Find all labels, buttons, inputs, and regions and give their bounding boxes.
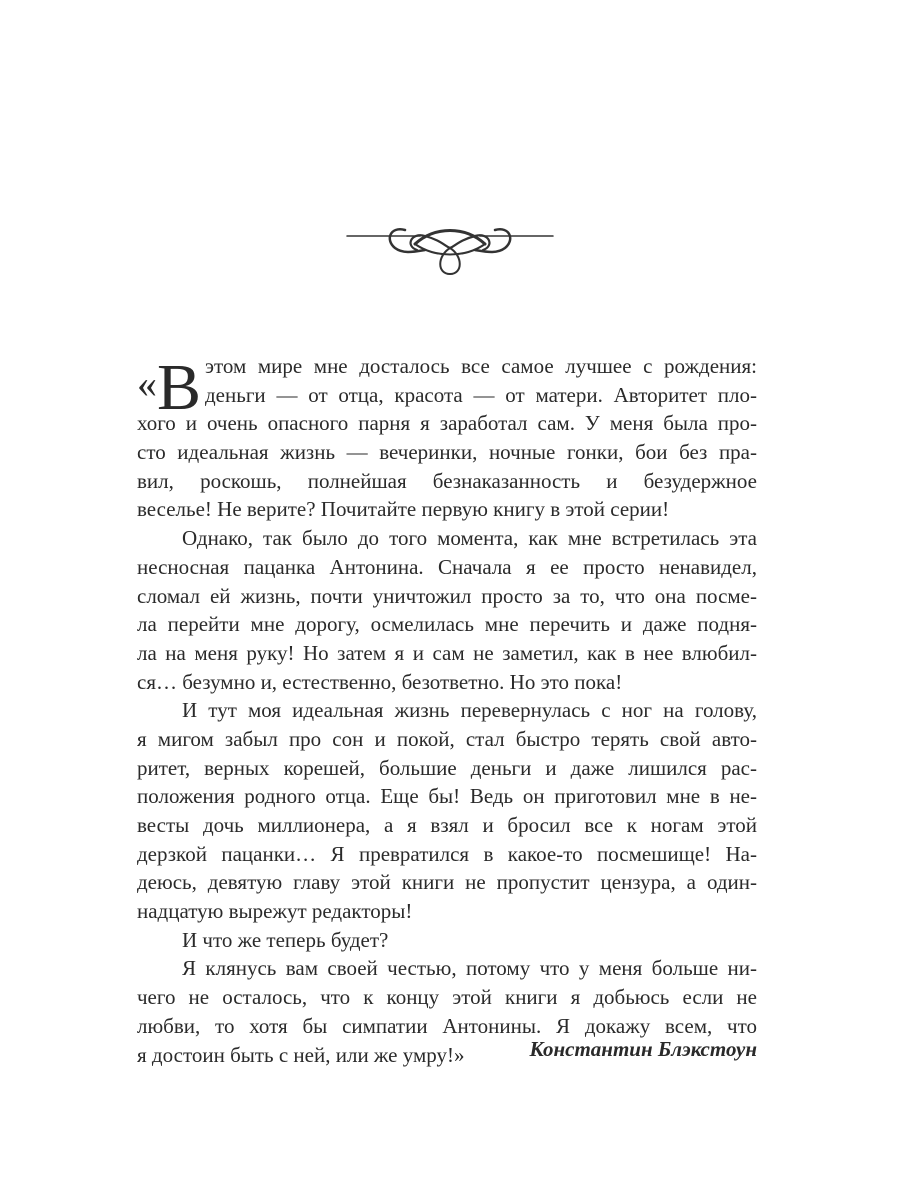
text-line: чего не осталось, что к концу этой книги я добьюсь если не bbox=[137, 985, 757, 1010]
text-line: дерзкой пацанки… Я превратился в какое-то посмешище! На- bbox=[137, 841, 757, 866]
text-line: деюсь, девятую главу этой книги не пропустит цензура, а один- bbox=[137, 870, 757, 895]
text-line: ритет, верных корешей, большие деньги и даже лишился рас- bbox=[137, 755, 757, 780]
drop-cap-letter: В bbox=[157, 351, 202, 424]
text-line: деньги — от отца, красота — от матери. Авторитет пло- bbox=[205, 382, 757, 407]
text-line: этом мире мне досталось все самое лучшее с рождения: bbox=[205, 354, 757, 378]
text-line: несносная пацанка Антонина. Сначала я ее просто ненавидел, bbox=[137, 554, 757, 579]
text-line: И что же теперь будет? bbox=[182, 927, 389, 952]
text-line: Я клянусь вам своей честью, потому что у меня больше ни- bbox=[182, 956, 757, 981]
text-line: ла на меня руку! Но затем я и сам не заметил, как в нее влюбил- bbox=[137, 640, 757, 665]
text-line: я мигом забыл про сон и покой, стал быстро терять свой авто- bbox=[137, 726, 757, 751]
text-line: ся… безумно и, естественно, безответно. Но это пока! bbox=[137, 669, 623, 694]
text-line: весты дочь миллионера, а я взял и бросил все к ногам этой bbox=[137, 813, 757, 837]
paragraph bbox=[137, 696, 757, 926]
flourish-ornament-icon bbox=[345, 222, 555, 282]
text-line: вил, роскошь, полнейшая безнаказанность и безудержное bbox=[137, 468, 757, 493]
opening-quote: « bbox=[137, 361, 157, 406]
text-line: сломал ей жизнь, почти уничтожил просто за то, что она посме- bbox=[137, 583, 757, 608]
paragraph bbox=[137, 926, 757, 955]
text-line: хого и очень опасного парня я заработал сам. У меня была про- bbox=[137, 411, 757, 436]
text-line: положения родного отца. Еще бы! Ведь он приготовил мне в не- bbox=[137, 784, 757, 809]
text-line: надцатую вырежут редакторы! bbox=[137, 899, 413, 924]
text-line: И тут моя идеальная жизнь перевернулась с ног на голову, bbox=[182, 698, 757, 723]
author-signature: Константин Блэкстоун bbox=[529, 1037, 757, 1061]
text-line: сто идеальная жизнь — вечеринки, ночные гонки, бои без пра- bbox=[137, 440, 757, 465]
text-line: веселье! Не верите? Почитайте первую книгу в этой серии! bbox=[137, 497, 670, 522]
drop-cap bbox=[137, 351, 202, 424]
text-line: Однако, так было до того момента, как мне встретилась эта bbox=[182, 526, 757, 551]
text-line: я достоин быть с ней, или же умру!» bbox=[137, 1042, 465, 1067]
text-line: любви, то хотя бы симпатии Антонины. Я докажу всем, что bbox=[137, 1013, 757, 1038]
text-line: ла перейти мне дорогу, осмелилась мне перечить и даже подня- bbox=[137, 612, 757, 637]
main-text bbox=[137, 352, 757, 1069]
paragraph bbox=[137, 524, 757, 696]
paragraph bbox=[137, 352, 757, 524]
